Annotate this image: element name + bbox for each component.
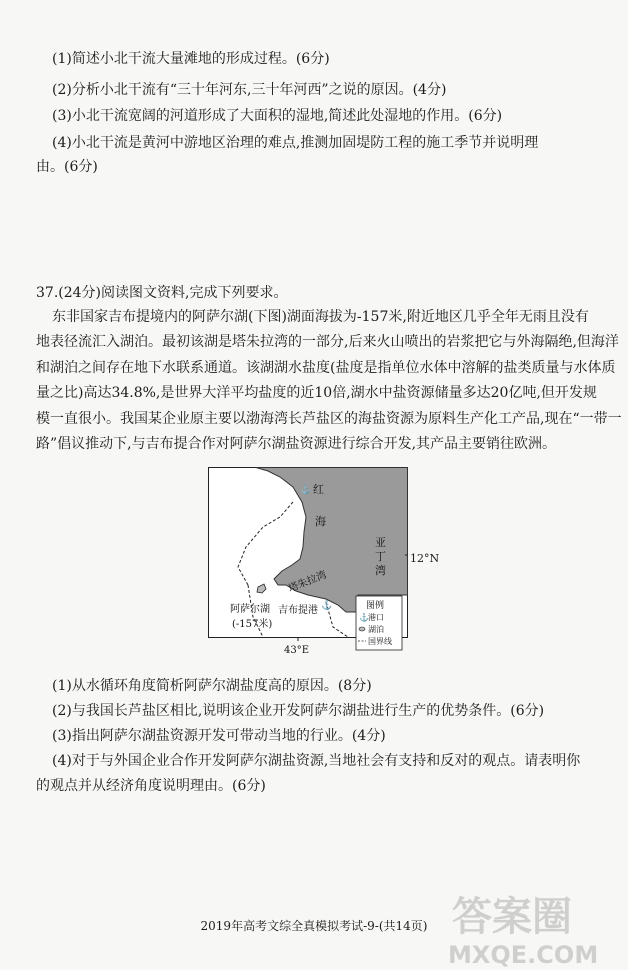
gulf-aden-label-3: 湾 xyxy=(375,564,386,577)
latitude-label: 12°N xyxy=(410,552,440,565)
q36-item-1: (1)简述小北干流大量滩地的形成过程。(6分) xyxy=(52,51,330,67)
asal-lake-map xyxy=(208,467,408,653)
gulf-aden-label-2: 丁 xyxy=(375,550,386,563)
q36-item-2: (2)分析小北干流有“三十年河东,三十年河西”之说的原因。(4分) xyxy=(52,82,447,98)
watermark-logo xyxy=(430,888,620,968)
q37-item-4: (4)对于与外国企业合作开发阿萨尔湖盐资源,当地社会有支持和反对的观点。请表明你 xyxy=(52,753,581,769)
q37-body-line-5: 模一直很小。我国某企业原主要以渤海湾长芦盐区的海盐资源为原料生产化工产品,现在“一带一 xyxy=(36,411,622,427)
red-sea-label-2: 海 xyxy=(315,515,326,528)
port-icon: ⚓ xyxy=(300,485,312,495)
legend-border-label: 国界线 xyxy=(368,637,392,646)
legend-port-icon: ⚓ xyxy=(359,613,369,622)
q37-body-line-1: 东非国家吉布提境内的阿萨尔湖(下图)湖面海拔为-157米,附近地区几乎全年无雨且没有 xyxy=(52,309,589,325)
watermark-top: 答案圈 xyxy=(452,894,572,940)
port-icon: ⚓ xyxy=(321,601,333,611)
legend-port-label: 港口 xyxy=(368,613,384,622)
legend-title: 图例 xyxy=(366,601,385,611)
q37-item-3: (3)指出阿萨尔湖盐资源开发可带动当地的行业。(4分) xyxy=(52,728,386,744)
watermark-bottom: MXQE.COM xyxy=(448,941,599,968)
q37-body-line-3: 和湖泊之间存在地下水联系通道。该湖湖水盐度(盐度是指单位水体中溶解的盐类质量与水体质 xyxy=(36,360,616,376)
q37-item-4-cont: 的观点并从经济角度说明理由。(6分) xyxy=(36,778,266,794)
city-label: 吉布提港 xyxy=(278,605,318,616)
q36-item-4: (4)小北干流是黄河中游地区治理的难点,推测加固堤防工程的施工季节并说明理 xyxy=(52,135,539,151)
q37-item-1: (1)从水循环角度简析阿萨尔湖盐度高的原因。(8分) xyxy=(52,678,372,694)
q37-body-line-4: 量之比)高达34.8%,是世界大洋平均盐度的近10倍,湖水中盐资源储量多达20亿吨,但开发规 xyxy=(36,385,597,401)
lake-name-label: 阿萨尔湖 xyxy=(230,604,270,615)
q37-header: 37.(24分)阅读图文资料,完成下列要求。 xyxy=(36,285,288,301)
q37-item-2: (2)与我国长芦盐区相比,说明该企业开发阿萨尔湖盐进行生产的优势条件。(6分) xyxy=(52,703,545,719)
tadjoura-label: 塔朱拉湾 xyxy=(287,569,329,595)
q36-item-4-cont: 由。(6分) xyxy=(36,159,98,175)
legend-lake-icon xyxy=(359,627,365,631)
red-sea-label-1: 红 xyxy=(313,483,324,496)
q36-item-3: (3)小北干流宽阔的河道形成了大面积的湿地,简述此处湿地的作用。(6分) xyxy=(52,108,503,124)
lake-elevation-label: (-157米) xyxy=(232,619,273,630)
longitude-label: 43°E xyxy=(284,645,310,653)
q37-body-line-2: 地表径流汇入湖泊。最初该湖是塔朱拉湾的一部分,后来火山喷出的岩浆把它与外海隔绝,但海洋 xyxy=(36,334,619,350)
legend-lake-label: 湖泊 xyxy=(368,625,384,634)
q37-body-line-6: 路”倡议推动下,与吉布提合作对阿萨尔湖盐资源进行综合开发,其产品主要销往欧洲。 xyxy=(36,436,557,452)
page-footer: 2019年高考文综全真模拟考试-9-(共14页) xyxy=(200,919,428,933)
gulf-aden-label-1: 亚 xyxy=(375,536,386,549)
